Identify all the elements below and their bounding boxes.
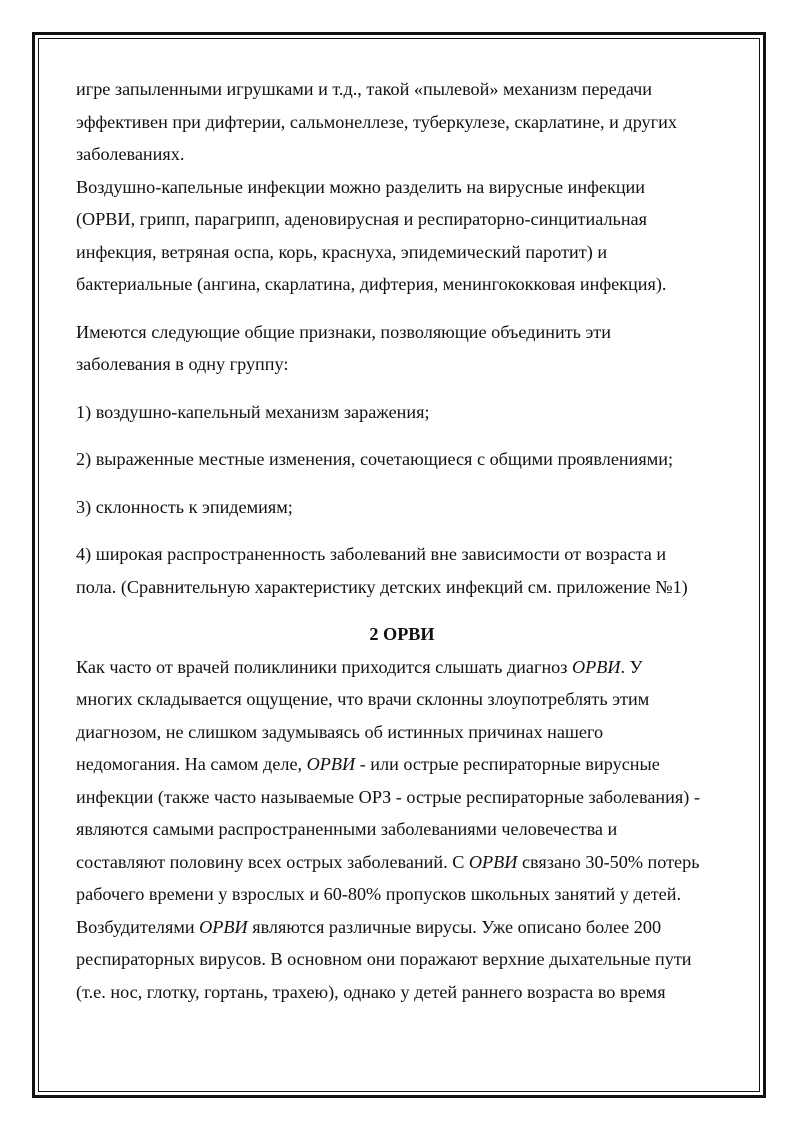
- section-heading: 2 ОРВИ: [369, 624, 435, 644]
- paragraph-orvi: [76, 651, 728, 1009]
- text-line: заболевания в одну группу:: [76, 354, 289, 374]
- text-line: инфекция, ветряная оспа, корь, краснуха, эпидемический паротит) и: [76, 241, 608, 262]
- text-line: являются самыми распространенными заболеваниями человечества и: [76, 819, 618, 839]
- text-line: диагнозом, не слишком задумываясь об истинных причинах нашего: [76, 721, 604, 742]
- text-segment: составляют половину всех острых заболеваний. С: [76, 851, 469, 872]
- text-line: [76, 748, 728, 781]
- list-item: 2) выраженные местные изменения, сочетающиеся с общими проявлениями;: [76, 449, 674, 469]
- text-line: [76, 651, 728, 684]
- text-line: [76, 846, 728, 879]
- text-line: бактериальные (ангина, скарлатина, дифтерия, менингококковая инфекция).: [76, 274, 667, 294]
- text-line: (т.е. нос, глотку, гортань, трахею), однако у детей раннего возраста во время: [76, 981, 666, 1002]
- text-segment: Как часто от врачей поликлиники приходится слышать диагноз: [76, 656, 572, 677]
- text-segment: связано 30-50% потерь: [517, 851, 700, 872]
- text-segment: Возбудителями: [76, 916, 200, 937]
- text-line: 4) широкая распространенность заболеваний вне зависимости от возраста и: [76, 544, 667, 564]
- document-body: [76, 73, 728, 1008]
- term-orvi: ОРВИ: [572, 656, 621, 677]
- text-line: заболеваниях.: [76, 144, 185, 164]
- paragraph-common-signs: [76, 316, 728, 381]
- text-line: эффективен при дифтерии, сальмонеллезе, туберкулезе, скарлатине, и других: [76, 111, 677, 132]
- text-line: Воздушно-капельные инфекции можно разделить на вирусные инфекции: [76, 176, 646, 197]
- text-segment: недомогания. На самом деле,: [76, 754, 307, 774]
- text-line: (ОРВИ, грипп, парагрипп, аденовирусная и респираторно-синцитиальная: [76, 209, 647, 229]
- text-segment: - или острые респираторные вирусные: [355, 754, 660, 774]
- text-line: Имеются следующие общие признаки, позволяющие объединить эти: [76, 321, 611, 342]
- text-line: инфекции (также часто называемые ОРЗ - острые респираторные заболевания) -: [76, 786, 700, 807]
- list-item: 1) воздушно-капельный механизм заражения;: [76, 401, 430, 422]
- term-orvi: ОРВИ: [199, 916, 248, 937]
- text-line: пола. (Сравнительную характеристику детских инфекций см. приложение №1): [76, 576, 688, 597]
- text-line: игре запыленными игрушками и т.д., такой «пылевой» механизм передачи: [76, 79, 652, 99]
- text-line: [76, 911, 728, 944]
- text-line: многих складывается ощущение, что врачи склонны злоупотреблять этим: [76, 689, 650, 709]
- text-line: респираторных вирусов. В основном они поражают верхние дыхательные пути: [76, 949, 692, 969]
- text-line: рабочего времени у взрослых и 60-80% пропусков школьных занятий у детей.: [76, 884, 682, 904]
- list-item: 3) склонность к эпидемиям;: [76, 496, 293, 517]
- text-segment: являются различные вирусы. Уже описано более 200: [247, 916, 662, 937]
- paragraph-dust-transmission: [76, 73, 728, 171]
- term-orvi: ОРВИ: [468, 851, 518, 872]
- paragraph-infection-types: [76, 171, 728, 301]
- text-segment: . У: [620, 656, 643, 677]
- term-orvi: ОРВИ: [306, 754, 356, 774]
- list-item: [76, 538, 728, 603]
